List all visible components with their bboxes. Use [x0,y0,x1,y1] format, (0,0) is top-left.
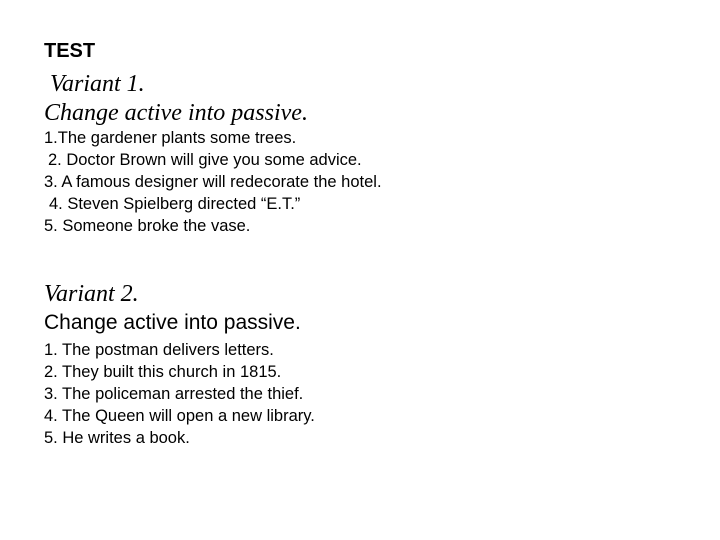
variant-1-heading: Variant 1. [50,71,145,97]
list-item: 5. He writes a book. [44,429,190,447]
variant-2-heading: Variant 2. [44,281,139,307]
variant-1-list [44,127,382,237]
variant-2-instruction: Change active into passive. [44,311,301,334]
list-item: 2. They built this church in 1815. [44,363,282,381]
list-item: 2. Doctor Brown will give you some advice. [48,151,362,169]
list-item: 1.The gardener plants some trees. [44,129,297,147]
list-item: 4. The Queen will open a new library. [44,407,315,425]
variant-1-instruction: Change active into passive. [44,100,308,126]
page-title: TEST [44,40,96,62]
list-item: 3. A famous designer will redecorate the hotel. [44,173,382,191]
list-item: 1. The postman delivers letters. [44,341,274,359]
list-item: 5. Someone broke the vase. [44,217,251,235]
list-item: 3. The policeman arrested the thief. [44,385,304,403]
variant-2-list [44,339,315,449]
list-item: 4. Steven Spielberg directed “E.T.” [49,195,301,213]
